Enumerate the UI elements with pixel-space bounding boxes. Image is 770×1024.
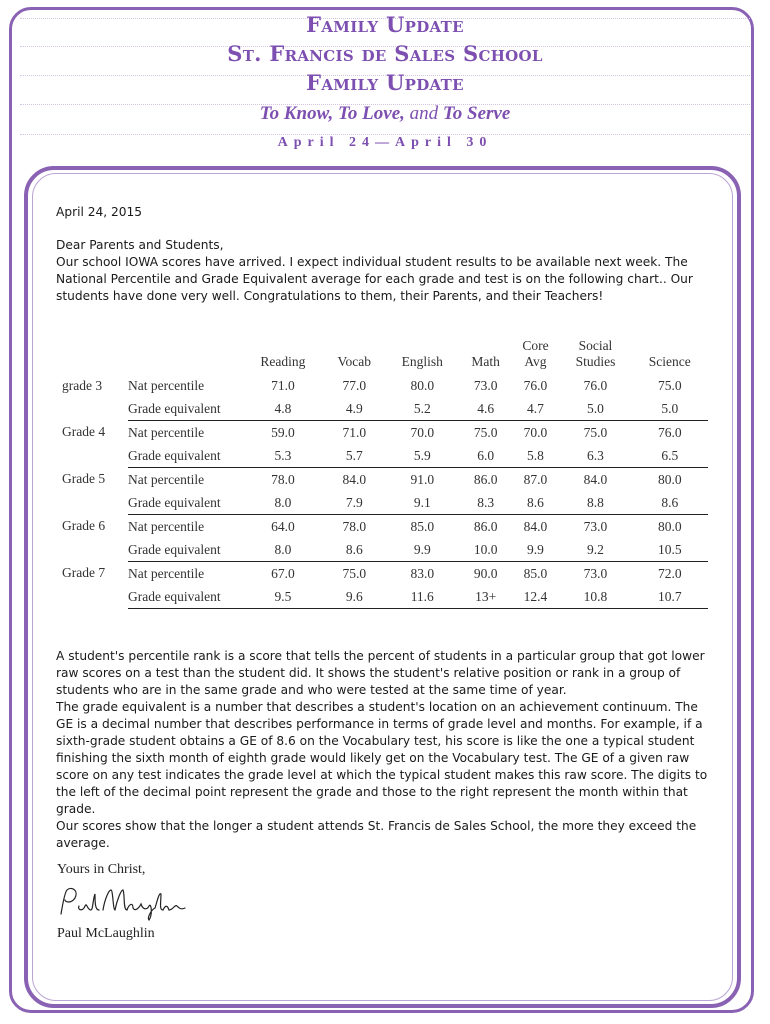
- score-cell: 83.0: [410, 565, 435, 581]
- score-cell: 5.9: [385, 444, 460, 468]
- measure-label: Nat percentile: [128, 518, 205, 534]
- score-cell: 4.9: [324, 397, 385, 421]
- table-row: [62, 374, 708, 397]
- motto-part-1: To Know, To Love,: [259, 103, 405, 124]
- column-header-math: Math: [471, 354, 500, 369]
- score-cell: 9.5: [242, 585, 324, 609]
- score-cell: 8.0: [242, 538, 324, 562]
- score-cell: 8.6: [324, 538, 385, 562]
- score-cell: 6.5: [632, 444, 708, 468]
- score-explanation: [56, 648, 711, 852]
- score-cell: 5.7: [324, 444, 385, 468]
- score-cell: 75.0: [342, 565, 367, 581]
- column-header-english: English: [401, 354, 443, 369]
- score-cell: 71.0: [342, 424, 367, 440]
- table-row: [62, 421, 708, 445]
- grade-label: Grade 5: [62, 471, 106, 487]
- score-cell: 75.0: [583, 424, 608, 440]
- score-cell: 64.0: [271, 518, 295, 534]
- grade-label-spacer: [62, 538, 128, 562]
- score-cell: 5.3: [242, 444, 324, 468]
- score-cell: 80.0: [657, 471, 682, 487]
- score-cell: 76.0: [523, 377, 548, 393]
- salutation: Dear Parents and Students,: [56, 238, 224, 252]
- score-cell: 77.0: [342, 377, 367, 393]
- signer-name: Paul McLaughlin: [57, 926, 155, 941]
- score-cell: 86.0: [473, 518, 498, 534]
- score-cell: 4.6: [460, 397, 512, 421]
- score-cell: 91.0: [410, 471, 435, 487]
- score-cell: 9.2: [559, 538, 631, 562]
- score-cell: 76.0: [583, 377, 608, 393]
- letter-date: April 24, 2015: [56, 205, 143, 219]
- grade-label: Grade 4: [62, 424, 106, 440]
- score-cell: 76.0: [657, 424, 682, 440]
- score-cell: 8.3: [460, 491, 512, 515]
- grade-equivalent-explanation: The grade equivalent is a number that describes a student's location on an achievement continuum. The GE is a decimal number that describes performance in terms of grade level and months. For example, if a sixth-grade student obtains a GE of 8.6 on the Vocabulary test, his score is like the one a typical student finishing the sixth month of eighth grade would likely get on the Vocabulary test. The GE of a given raw score on any test indicates the grade level at which the typical student makes this raw score. The digits to the left of the decimal point represent the grade and those to the right represent the month within that grade.: [56, 700, 708, 816]
- score-cell: 10.0: [460, 538, 512, 562]
- score-cell: 10.5: [632, 538, 708, 562]
- score-cell: 70.0: [523, 424, 548, 440]
- grade-label-spacer: [62, 444, 128, 468]
- score-cell: 87.0: [523, 471, 548, 487]
- score-cell: 84.0: [583, 471, 608, 487]
- score-cell: 9.6: [324, 585, 385, 609]
- score-cell: 4.8: [242, 397, 324, 421]
- date-range: April 24—April 30: [277, 135, 493, 150]
- score-cell: 5.8: [512, 444, 560, 468]
- motto: [0, 102, 770, 126]
- measure-label: Nat percentile: [128, 377, 205, 393]
- score-cell: 5.0: [632, 397, 708, 421]
- measure-label: Grade equivalent: [128, 397, 242, 421]
- letter-body: Our school IOWA scores have arrived. I expect individual student results to be available next week. The National Percentile and Grade Equivalent average for each grade and test is on the following chart.. Our students have done very well. Congratulations to them, their Parents, and their Teachers!: [56, 255, 693, 303]
- table-row: [62, 585, 708, 609]
- column-header-vocab: Vocab: [337, 354, 372, 369]
- score-cell: 11.6: [385, 585, 460, 609]
- score-cell: 12.4: [512, 585, 560, 609]
- table-row: [62, 515, 708, 539]
- grade-label: Grade 6: [62, 518, 106, 534]
- score-cell: 5.2: [385, 397, 460, 421]
- score-cell: 8.8: [559, 491, 631, 515]
- score-cell: 85.0: [523, 565, 548, 581]
- column-header-core-avg: Core Avg: [522, 338, 549, 369]
- table-row: [62, 491, 708, 515]
- score-cell: 73.0: [473, 377, 498, 393]
- measure-label: Grade equivalent: [128, 585, 242, 609]
- score-cell: 9.9: [512, 538, 560, 562]
- measure-label: Nat percentile: [128, 565, 205, 581]
- score-cell: 9.9: [385, 538, 460, 562]
- score-cell: 6.0: [460, 444, 512, 468]
- table-row: [62, 397, 708, 421]
- score-cell: 84.0: [523, 518, 548, 534]
- measure-column-header: [128, 338, 242, 374]
- grade-label-spacer: [62, 585, 128, 609]
- score-cell: 6.3: [559, 444, 631, 468]
- handwritten-signature: [57, 884, 187, 924]
- grade-label-spacer: [62, 491, 128, 515]
- score-cell: 73.0: [583, 565, 608, 581]
- score-cell: 86.0: [473, 471, 498, 487]
- masthead-title-2: Family Update: [306, 70, 464, 95]
- score-cell: 71.0: [271, 377, 295, 393]
- score-cell: 13+: [460, 585, 512, 609]
- score-cell: 84.0: [342, 471, 367, 487]
- letter-intro: [56, 204, 711, 305]
- table-body: [62, 374, 708, 609]
- score-cell: 8.6: [632, 491, 708, 515]
- grade-label-spacer: [62, 397, 128, 421]
- score-cell: 67.0: [271, 565, 295, 581]
- score-cell: 7.9: [324, 491, 385, 515]
- table-header-row: [62, 338, 708, 374]
- motto-part-2: To Serve: [442, 103, 511, 124]
- score-cell: 90.0: [473, 565, 498, 581]
- score-cell: 5.0: [559, 397, 631, 421]
- score-cell: 10.8: [559, 585, 631, 609]
- score-cell: 9.1: [385, 491, 460, 515]
- score-cell: 73.0: [583, 518, 608, 534]
- column-header-science: Science: [648, 354, 691, 369]
- score-cell: 59.0: [271, 424, 295, 440]
- measure-label: Grade equivalent: [128, 491, 242, 515]
- measure-label: Nat percentile: [128, 424, 205, 440]
- grade-label: grade 3: [62, 377, 103, 393]
- measure-label: Grade equivalent: [128, 444, 242, 468]
- valediction: Yours in Christ,: [57, 862, 146, 877]
- measure-label: Grade equivalent: [128, 538, 242, 562]
- table-row: [62, 562, 708, 586]
- conclusion: Our scores show that the longer a student attends St. Francis de Sales School, the more they exceed the average.: [56, 819, 697, 850]
- score-cell: 80.0: [410, 377, 435, 393]
- score-cell: 78.0: [342, 518, 367, 534]
- score-cell: 8.6: [512, 491, 560, 515]
- score-cell: 85.0: [410, 518, 435, 534]
- score-cell: 70.0: [410, 424, 435, 440]
- grade-column-header: [62, 338, 128, 374]
- masthead: [0, 10, 770, 151]
- score-cell: 8.0: [242, 491, 324, 515]
- score-cell: 4.7: [512, 397, 560, 421]
- score-cell: 72.0: [657, 565, 682, 581]
- score-cell: 80.0: [657, 518, 682, 534]
- column-header-social-studies: Social Studies: [575, 338, 616, 369]
- percentile-explanation: A student's percentile rank is a score that tells the percent of students in a particular group that got lower raw scores on a test than the student did. It shows the student's relative position or rank in a group of students who are in the same grade and who were tested at the same time of year.: [56, 649, 705, 697]
- measure-label: Nat percentile: [128, 471, 205, 487]
- score-cell: 78.0: [271, 471, 295, 487]
- table-row: [62, 444, 708, 468]
- score-cell: 75.0: [657, 377, 682, 393]
- column-header-reading: Reading: [260, 354, 306, 369]
- iowa-scores-table: [62, 338, 708, 609]
- score-cell: 10.7: [632, 585, 708, 609]
- grade-label: Grade 7: [62, 565, 106, 581]
- masthead-title-1: Family Update: [306, 12, 464, 37]
- table-row: [62, 538, 708, 562]
- score-cell: 75.0: [473, 424, 498, 440]
- motto-and: and: [409, 103, 439, 124]
- masthead-school-name: St. Francis de Sales School: [227, 41, 543, 66]
- table-row: [62, 468, 708, 492]
